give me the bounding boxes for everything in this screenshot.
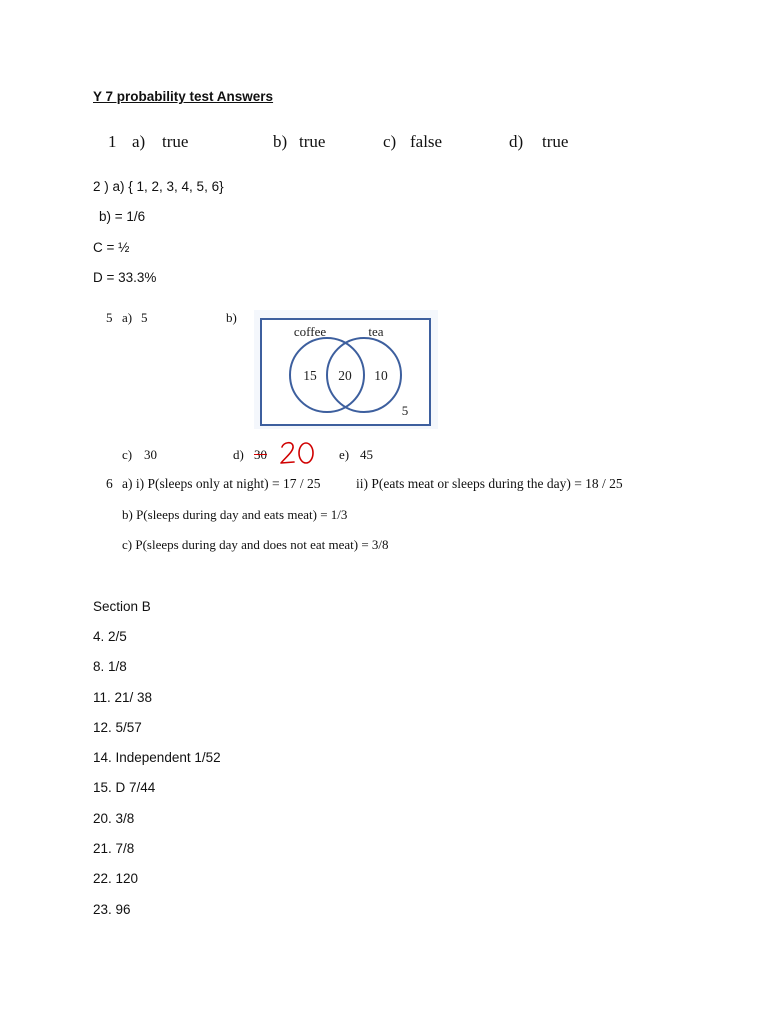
q1-d-label: d) bbox=[509, 132, 524, 151]
q6-a-i: a) i) P(sleeps only at night) = 17 / 25 bbox=[122, 476, 321, 491]
list-item: 23. 96 bbox=[93, 902, 131, 917]
q5-d-label: d) bbox=[233, 447, 244, 462]
q1-d-answer: true bbox=[542, 132, 569, 151]
q1-a-label: a) bbox=[132, 132, 146, 151]
list-item: 15. D 7/44 bbox=[93, 780, 156, 795]
list-item: 12. 5/57 bbox=[93, 720, 142, 735]
list-item: 14. Independent 1/52 bbox=[93, 750, 221, 765]
q5-e-label: e) bbox=[339, 447, 350, 462]
list-item: 21. 7/8 bbox=[93, 841, 135, 856]
q5-c-value: 30 bbox=[144, 447, 157, 462]
venn-value-outside: 5 bbox=[401, 403, 409, 418]
q5-number: 5 bbox=[106, 310, 113, 325]
q5-a-label: a) bbox=[122, 310, 133, 325]
q1-c-answer: false bbox=[410, 132, 443, 151]
venn-value-coffee-only: 15 bbox=[303, 368, 317, 383]
list-item: 11. 21/ 38 bbox=[93, 690, 153, 705]
q6-number: 6 bbox=[106, 476, 113, 491]
venn-label-coffee: coffee bbox=[293, 324, 327, 339]
q5-c-label: c) bbox=[122, 447, 133, 462]
q1-number: 1 bbox=[108, 132, 117, 151]
q5-a-value: 5 bbox=[141, 310, 148, 325]
venn-value-both: 20 bbox=[338, 368, 352, 383]
q1-b-answer: true bbox=[299, 132, 326, 151]
list-item: 4. 2/5 bbox=[93, 629, 127, 644]
q5-d-original-struck: 30 bbox=[254, 447, 267, 462]
q6-c: c) P(sleeps during day and does not eat meat) = 3/8 bbox=[122, 537, 389, 552]
q5-d-handwritten-correction bbox=[278, 438, 318, 468]
q1-b-label: b) bbox=[273, 132, 288, 151]
list-item: 8. 1/8 bbox=[93, 659, 127, 674]
q2-d: D = 33.3% bbox=[93, 270, 157, 285]
venn-diagram bbox=[253, 309, 439, 430]
q6-a-ii: ii) P(eats meat or sleeps during the day) = 18 / 25 bbox=[356, 476, 623, 491]
list-item: 22. 120 bbox=[93, 871, 139, 886]
venn-value-tea-only: 10 bbox=[374, 368, 388, 383]
q2-b: b) = 1/6 bbox=[99, 209, 146, 224]
venn-label-tea: tea bbox=[368, 324, 384, 339]
q2-c: C = ½ bbox=[93, 240, 130, 255]
list-item: 20. 3/8 bbox=[93, 811, 135, 826]
q5-b-label: b) bbox=[226, 310, 237, 325]
q1-c-label: c) bbox=[383, 132, 397, 151]
page-title: Y 7 probability test Answers bbox=[93, 89, 274, 104]
section-b-heading: Section B bbox=[93, 599, 151, 614]
q6-b: b) P(sleeps during day and eats meat) = 1/3 bbox=[122, 507, 348, 522]
q2-a: 2 ) a) { 1, 2, 3, 4, 5, 6} bbox=[93, 179, 224, 194]
q5-e-value: 45 bbox=[360, 447, 373, 462]
q1-a-answer: true bbox=[162, 132, 189, 151]
